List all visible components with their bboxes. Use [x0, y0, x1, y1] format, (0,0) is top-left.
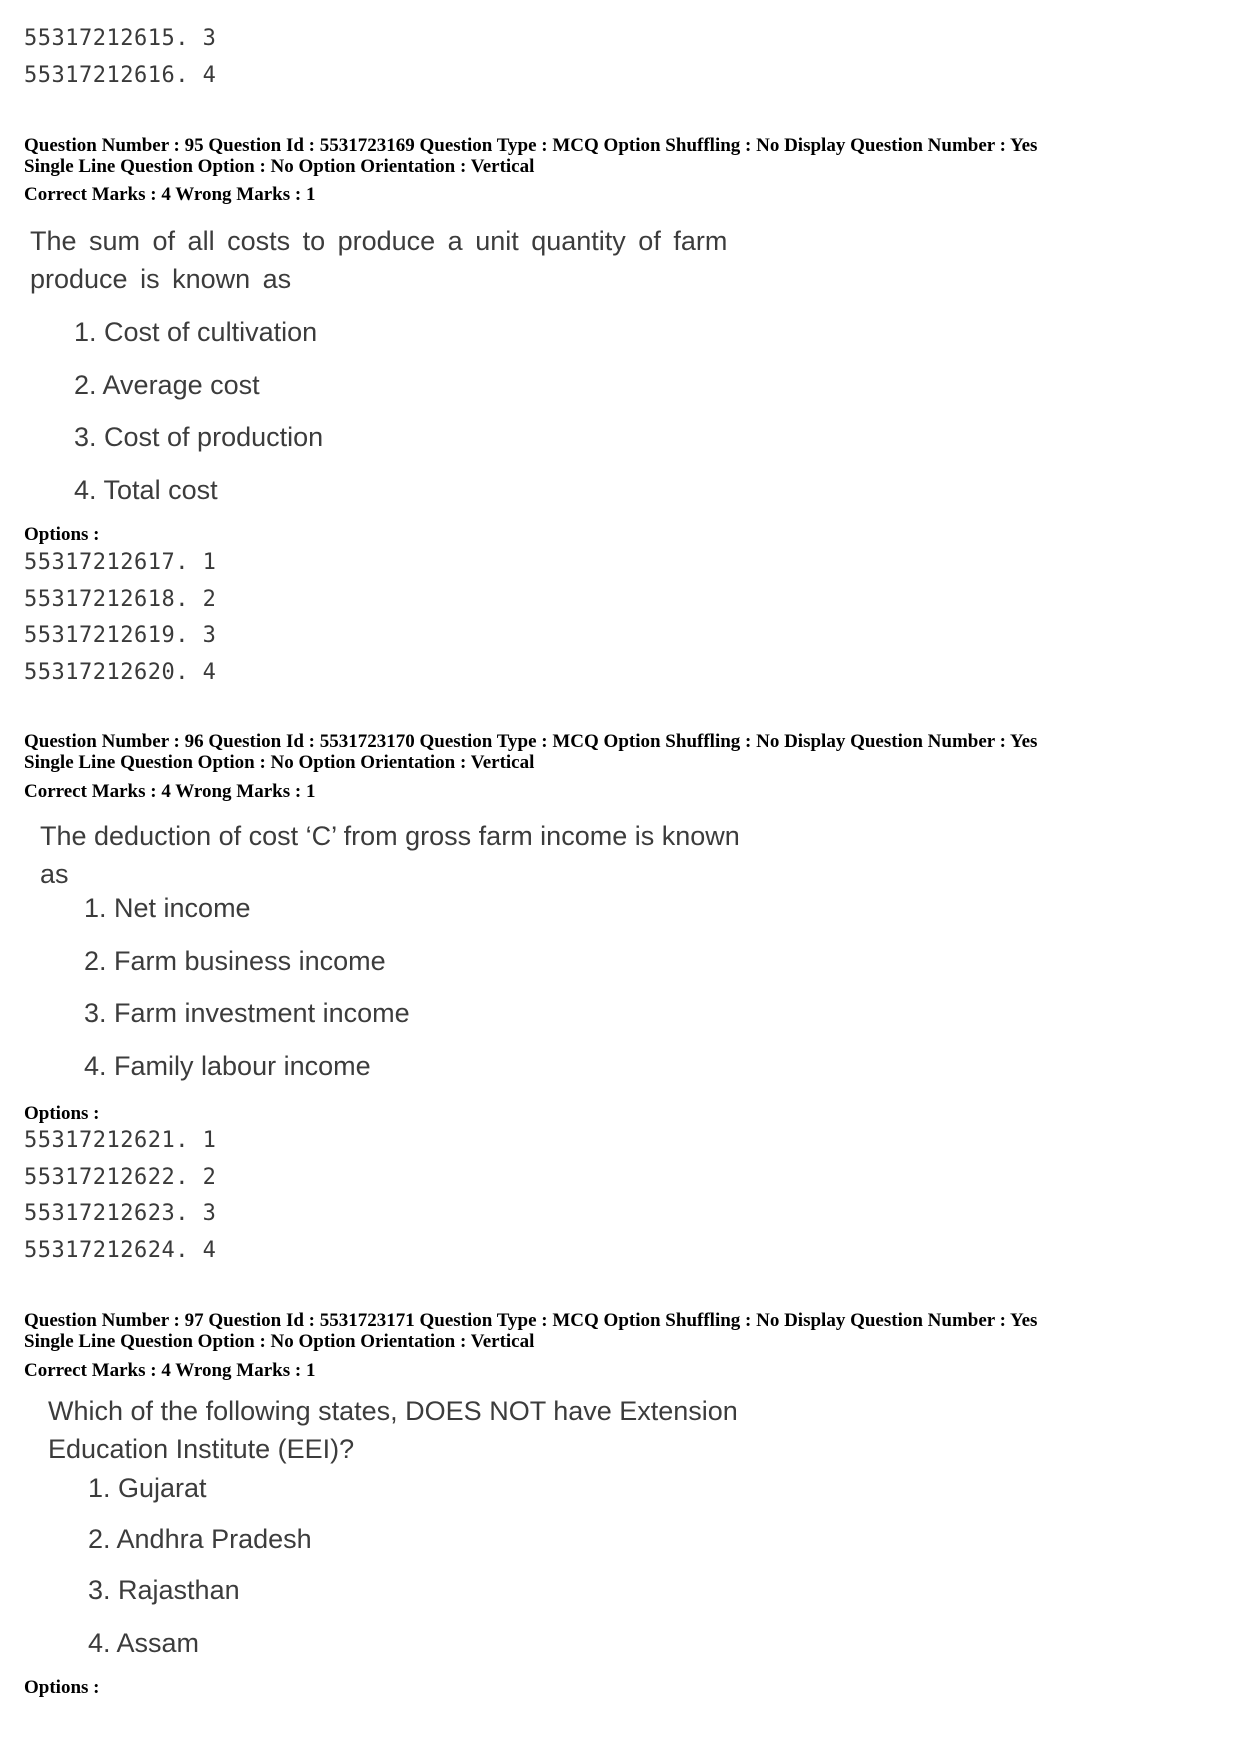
question-text	[48, 1392, 738, 1468]
option-line: 55317212617. 1	[24, 550, 217, 575]
question-meta-2: Single Line Question Option : No Option Orientation : Vertical	[24, 1331, 535, 1352]
question-meta-2: Single Line Question Option : No Option Orientation : Vertical	[24, 156, 535, 177]
option-line: 55317212624. 4	[24, 1238, 217, 1263]
option-line: 55317212620. 4	[24, 660, 217, 685]
question-text-line: Education Institute (EEI)?	[48, 1434, 355, 1464]
answer-choice: 2. Average cost	[74, 370, 260, 400]
question-meta-2: Single Line Question Option : No Option Orientation : Vertical	[24, 752, 535, 773]
marks-line: Correct Marks : 4 Wrong Marks : 1	[24, 781, 316, 802]
options-label: Options :	[24, 1103, 100, 1124]
question-text-line: The deduction of cost ‘C’ from gross farm income is known	[40, 821, 740, 851]
option-line: 55317212615. 3	[24, 26, 217, 51]
question-text-line: as	[40, 859, 69, 889]
question-meta: Question Number : 96 Question Id : 5531723170 Question Type : MCQ Option Shuffling : No Display Question Number : Yes	[24, 731, 1038, 752]
answer-choice: 3. Rajasthan	[88, 1575, 240, 1605]
options-label: Options :	[24, 524, 100, 545]
answer-choice: 3. Farm investment income	[84, 998, 410, 1028]
answer-choice: 4. Total cost	[74, 475, 218, 505]
question-text	[40, 817, 740, 893]
marks-line: Correct Marks : 4 Wrong Marks : 1	[24, 1360, 316, 1381]
option-line: 55317212623. 3	[24, 1201, 217, 1226]
question-text-line: produce is known as	[30, 264, 292, 294]
question-text-line: The sum of all costs to produce a unit quantity of farm	[30, 226, 728, 256]
option-line: 55317212619. 3	[24, 623, 217, 648]
answer-choice: 2. Farm business income	[84, 946, 386, 976]
options-label: Options :	[24, 1677, 100, 1698]
question-text	[30, 222, 727, 298]
question-meta: Question Number : 97 Question Id : 5531723171 Question Type : MCQ Option Shuffling : No Display Question Number : Yes	[24, 1310, 1038, 1331]
answer-choice: 2. Andhra Pradesh	[88, 1524, 312, 1554]
option-line: 55317212616. 4	[24, 63, 217, 88]
answer-choice: 4. Assam	[88, 1628, 200, 1658]
marks-line: Correct Marks : 4 Wrong Marks : 1	[24, 184, 316, 205]
option-line: 55317212621. 1	[24, 1128, 217, 1153]
answer-choice: 1. Gujarat	[88, 1473, 207, 1503]
question-text-line: Which of the following states, DOES NOT have Extension	[48, 1396, 738, 1426]
answer-choice: 3. Cost of production	[74, 422, 324, 452]
option-line: 55317212618. 2	[24, 587, 217, 612]
question-meta: Question Number : 95 Question Id : 5531723169 Question Type : MCQ Option Shuffling : No Display Question Number : Yes	[24, 135, 1038, 156]
answer-choice: 4. Family labour income	[84, 1051, 371, 1081]
answer-choice: 1. Net income	[84, 893, 251, 923]
answer-choice: 1. Cost of cultivation	[74, 317, 318, 347]
option-line: 55317212622. 2	[24, 1165, 217, 1190]
